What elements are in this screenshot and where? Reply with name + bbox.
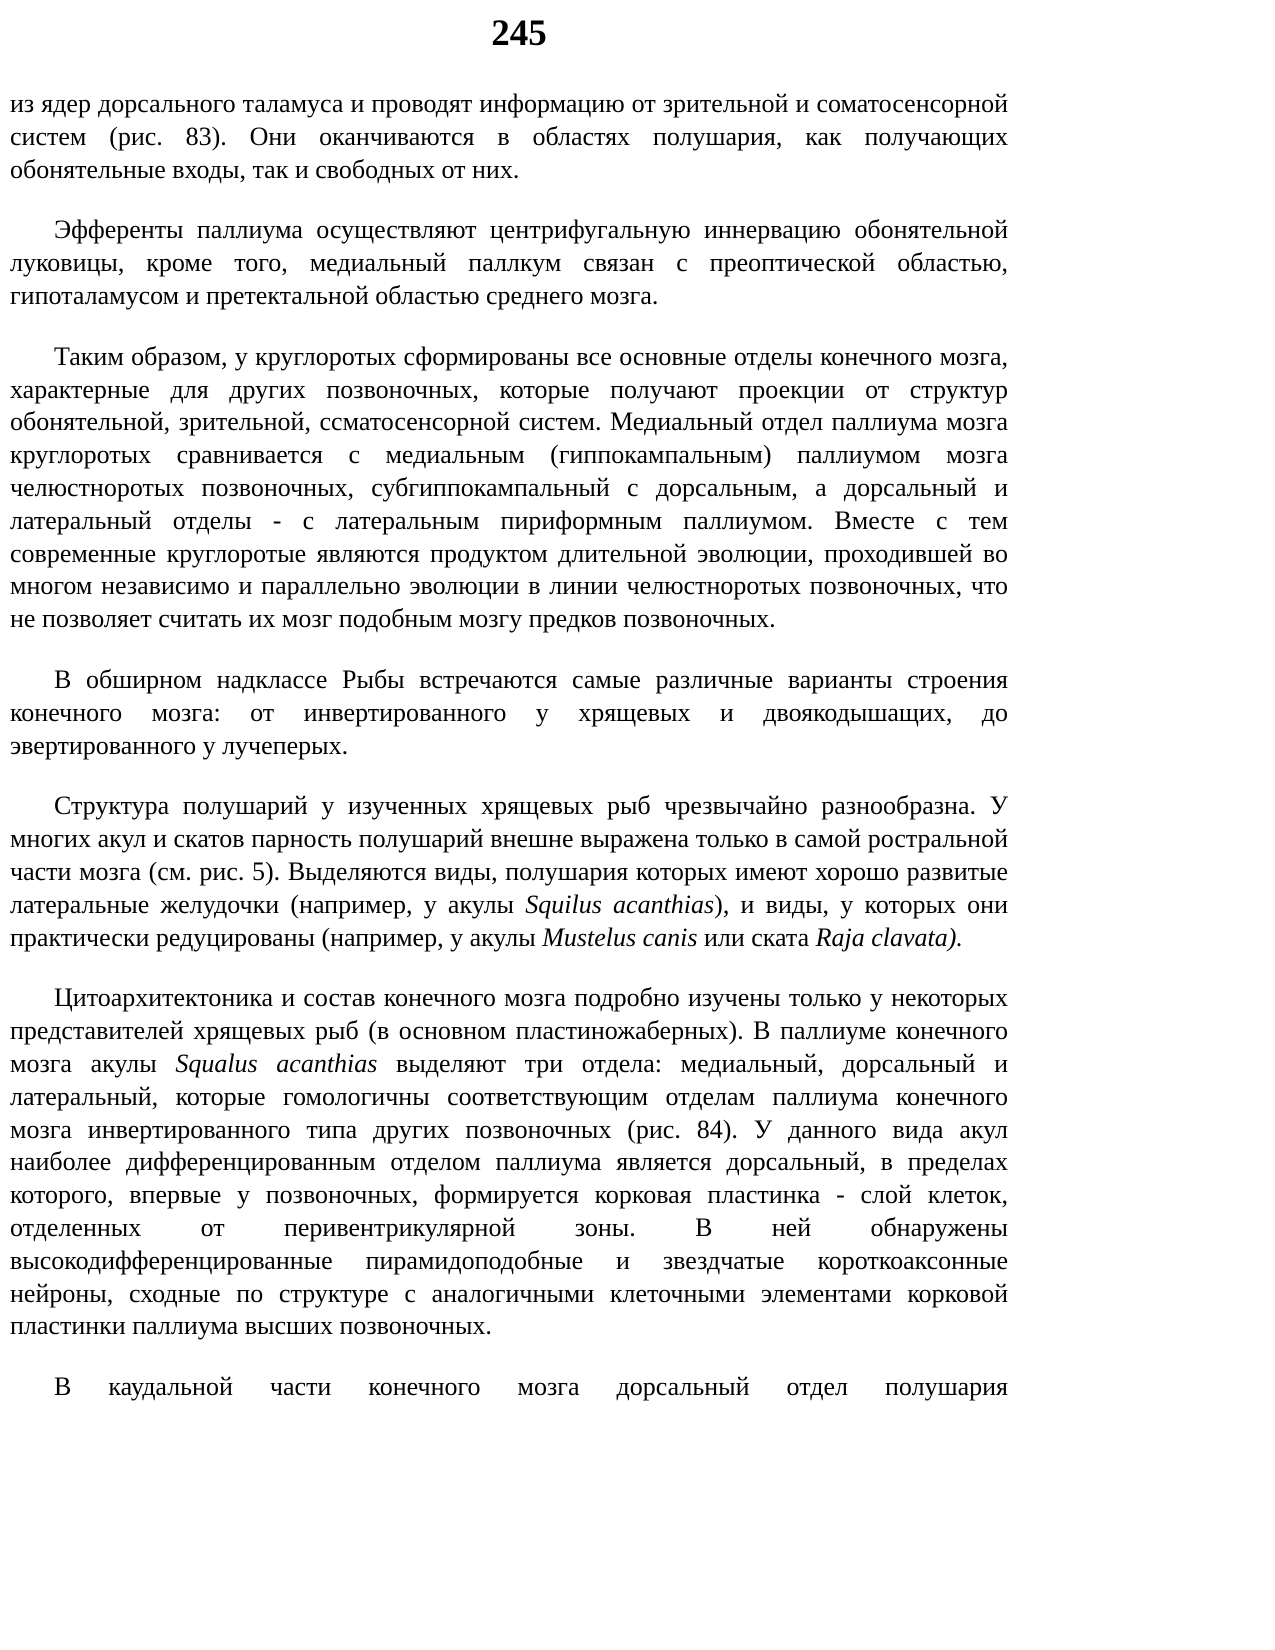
paragraph-text: В обширном надклассе Рыбы встречаются самые различные варианты строения конечного мозга: от инвертированного у хрящевых и двоякодышащих, до эвертированного у лучеперых. <box>10 664 1008 760</box>
paragraph-text: выделяют три отдела: медиальный, дорсальный и латеральный, которые гомологичны соответствующим отделам паллиума конечного мозга инвертированного типа других позвоночных (рис. 84). У данного вида акул наиболее дифференцированным отделом паллиума является дорсальный, в пределах которого, впервые у позвоночных, формируется корковая пластинка - слой клеток, отделенных от перивентрикулярной зоны. В ней обнаружены высокодифференцированные пирамидоподобные и звездчатые короткоаксонные нейроны, сходные по структуре с аналогичными клеточными элементами корковой пластинки паллиума высших позвоночных. <box>10 1048 1008 1341</box>
paragraph-text: Структура полушарий у изученных хрящевых рыб чрезвычайно разнообразна. У многих акул и скатов парность полушарий внешне выражена только в самой ростральной части мозга (см. рис. 5). Выделяются виды, полушария которых имеют хорошо развитые латеральные желудочки (например, у акулы <box>10 791 1008 919</box>
page-number: 245 <box>491 13 547 54</box>
body-text <box>10 88 1008 1432</box>
paragraph-text: Эфференты паллиума осуществляют центрифугальную иннервацию обонятельной луковицы, кроме того, медиальный паллкум связан с преоптической областью, гипоталамусом и претектальной областью среднего мозга. <box>10 215 1008 310</box>
paragraph-text: В каудальной части конечного мозга дорсальный отдел полушария <box>54 1372 1008 1402</box>
paragraph-5 <box>10 790 1008 954</box>
paragraph-2 <box>10 214 1008 312</box>
paragraph-4 <box>10 664 1008 762</box>
paragraph-7 <box>10 1371 1008 1404</box>
paragraph-6 <box>10 982 1008 1343</box>
paragraph-text: Таким образом, у круглоротых сформированы все основные отделы конечного мозга, характерные для других позвоночных, которые получают проекции от структур обонятельной, зрительной, ссматосенсорной систем. Медиальный отдел паллиума мозга круглоротых сравнивается с медиальным (гиппокампальным) паллиумом мозга челюстноротых позвоночных, субгиппокампальный с дорсальным, а дорсальный и латеральный отделы - с латеральным пириформным паллиумом. Вместе с тем современные круглоротые являются продуктом длительной эволюции, проходившей во многом независимо и параллельно эволюции в линии челюстноротых позвоночных, что не позволяет считать их мозг подобным мозгу предков позвоночных. <box>10 341 1008 634</box>
paragraph-3 <box>10 341 1008 636</box>
species-name-italic: Squilus acanthias <box>525 889 715 919</box>
paragraph-text: Цитоархитектоника и состав конечного мозга подробно изучены только у некоторых представителей хрящевых рыб (в основном пластиножаберных). В паллиуме конечного мозга акулы <box>10 983 1008 1078</box>
paragraph-text: из ядер дорсального таламуса и проводят информацию от зрительной и соматосенсорной систем (рис. 83). Они оканчиваются в областях полушария, как получающих обонятельные входы, так и свободных от них. <box>10 89 1008 184</box>
paragraph-text: или ската <box>697 922 816 952</box>
paragraph-text: ), и виды, у которых они практически редуцированы (например, у акулы <box>10 889 1009 952</box>
species-name-italic: Squalus acanthias <box>175 1048 378 1078</box>
paragraph-1 <box>10 88 1008 186</box>
species-name-italic: Raja clavata). <box>815 922 963 952</box>
species-name-italic: Mustelus canis <box>542 922 698 952</box>
